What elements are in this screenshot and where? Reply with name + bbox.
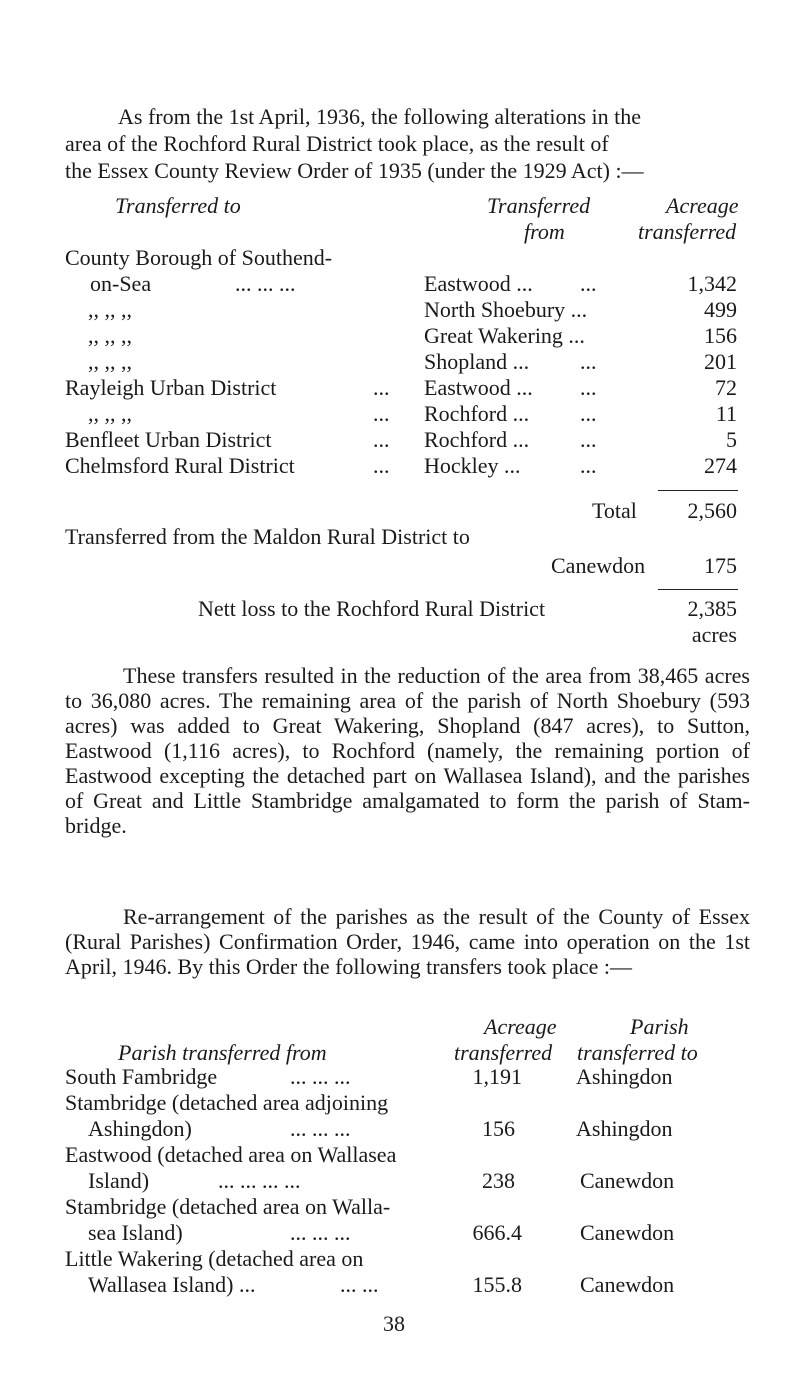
table1-row-to: Rayleigh Urban District bbox=[65, 375, 277, 400]
table1-header-acreage-1: Acreage bbox=[666, 193, 739, 218]
table2-row-from: Eastwood (detached area on Wallasea bbox=[65, 1142, 397, 1167]
paragraph-1-text: These transfers resulted in the reduction of the area from 38,465 acres to 36,080 acres. The remaining area of the parish of North Shoebury (593 acres) was added to Great Wakering, Shopland (847 acres), to Sutton, Eastwood (1,116 acres), to Rochford (namely, the remaining portion of Eastwood excepting the detached part on Wallasea Island), and the parishes of Great and Little Stambridge amalgamated to form the parish of Stam- bridge. bbox=[65, 663, 750, 838]
table2-row-from-cont: sea Island) bbox=[88, 1220, 183, 1245]
maldon-line: Transferred from the Maldon Rural District to bbox=[65, 524, 470, 549]
nett-rule bbox=[658, 589, 738, 590]
table1-row-from: Great Wakering ... bbox=[424, 323, 585, 348]
table1-row-to: ,, ,, ,, bbox=[88, 323, 132, 348]
table1-row-dots: ... bbox=[373, 427, 390, 452]
table1-row-from: North Shoebury ... bbox=[424, 297, 588, 322]
table1-row-to: Benfleet Urban District bbox=[65, 427, 272, 452]
table1-header-to: Transferred to bbox=[115, 193, 241, 218]
table1-row-dots: ... bbox=[373, 375, 390, 400]
table1-row-to: on-Sea bbox=[90, 271, 152, 296]
table1-row-to-line1: County Borough of Southend- bbox=[65, 245, 333, 270]
table1-row-dots2: ... bbox=[580, 375, 597, 400]
table2-row-to: Canewdon bbox=[580, 1272, 675, 1297]
table2-row-dots: ... ... bbox=[340, 1272, 379, 1297]
total-rule bbox=[658, 490, 738, 491]
table1-row-to: ,, ,, ,, bbox=[88, 349, 132, 374]
table2-header-acreage-1: Acreage bbox=[484, 1014, 557, 1039]
table1-row-dots: ... bbox=[373, 401, 390, 426]
table2-row-dots: ... ... ... bbox=[290, 1220, 351, 1245]
table1-row-acreage: 499 bbox=[704, 297, 737, 322]
table1-row-dots2: ... bbox=[580, 427, 597, 452]
table2-row-from: South Fambridge bbox=[65, 1064, 218, 1089]
table2-row-acreage: 238 bbox=[482, 1168, 515, 1193]
table2-row-from-cont: Ashingdon) bbox=[88, 1116, 192, 1141]
table2-row-dots: ... ... ... bbox=[290, 1064, 351, 1089]
table2-row-to: Ashingdon bbox=[576, 1116, 673, 1141]
table1-row-dots2: ... bbox=[580, 349, 597, 374]
table1-row-to: ,, ,, ,, bbox=[88, 297, 132, 322]
table2-row-from: Little Wakering (detached area on bbox=[65, 1246, 364, 1271]
table2-row-to: Canewdon bbox=[580, 1168, 675, 1193]
table1-row-acreage: 72 bbox=[715, 375, 737, 400]
table2-header-to-1: Parish bbox=[630, 1014, 689, 1039]
table2-row-acreage: 1,191 bbox=[472, 1064, 522, 1089]
intro-line-1: As from the 1st April, 1936, the following alterations in the bbox=[118, 104, 642, 129]
table1-row-acreage: 274 bbox=[704, 453, 737, 478]
table1-row-from: Shopland ... bbox=[424, 349, 530, 374]
table2-header-acreage-2: transferred bbox=[454, 1040, 553, 1065]
table1-row-acreage: 201 bbox=[704, 349, 737, 374]
table1-row-dots: ... bbox=[373, 453, 390, 478]
paragraph-2 bbox=[65, 904, 750, 979]
table2-row-from-cont: Wallasea Island) ... bbox=[88, 1272, 256, 1297]
table1-row-to: ,, ,, ,, bbox=[88, 401, 132, 426]
table2-row-to: Canewdon bbox=[580, 1220, 675, 1245]
table2-row-acreage: 156 bbox=[482, 1116, 515, 1141]
table1-row-from: Rochford ... bbox=[424, 427, 530, 452]
table1-header-from-2: from bbox=[524, 219, 565, 244]
table1-row-to: Chelmsford Rural District bbox=[65, 453, 295, 478]
paragraph-2-text: Re-arrangement of the parishes as the result of the County of Essex (Rural Parishes) Confirmation Order, 1946, came into operation on the 1st April, 1946. By this Order the following transfers took place :— bbox=[65, 904, 750, 979]
table1-header-from-1: Transferred bbox=[487, 193, 591, 218]
table2-row-from: Stambridge (detached area adjoining bbox=[65, 1090, 389, 1115]
table1-row-from: Eastwood ... bbox=[424, 271, 533, 296]
table2-row-acreage: 666.4 bbox=[472, 1220, 522, 1245]
total-label: Total bbox=[592, 498, 637, 523]
table2-row-dots: ... ... ... ... bbox=[218, 1168, 301, 1193]
table1-row-acreage: 1,342 bbox=[687, 271, 737, 296]
maldon-place: Canewdon bbox=[551, 553, 646, 578]
nett-value: 2,385 bbox=[687, 596, 737, 621]
table1-row-from: Eastwood ... bbox=[424, 375, 533, 400]
table1-row-dots: ... ... ... bbox=[235, 271, 296, 296]
table2-row-from-cont: Island) bbox=[88, 1168, 150, 1193]
table1-row-dots2: ... bbox=[580, 453, 597, 478]
table2-row-acreage: 155.8 bbox=[472, 1272, 522, 1297]
table2-header-from: Parish transferred from bbox=[118, 1040, 327, 1065]
table1-header-acreage-2: transferred bbox=[638, 219, 737, 244]
table1-row-from: Rochford ... bbox=[424, 401, 530, 426]
table1-row-acreage: 5 bbox=[726, 427, 737, 452]
nett-label: Nett loss to the Rochford Rural District bbox=[198, 596, 546, 621]
page-number: 38 bbox=[383, 1311, 405, 1336]
table2-row-to: Ashingdon bbox=[576, 1064, 673, 1089]
table2-header-to-2: transferred to bbox=[577, 1040, 698, 1065]
table1-row-dots2: ... bbox=[580, 271, 597, 296]
nett-unit: acres bbox=[691, 622, 737, 647]
paragraph-1 bbox=[65, 663, 750, 838]
table2-row-dots: ... ... ... bbox=[290, 1116, 351, 1141]
total-value: 2,560 bbox=[687, 498, 737, 523]
table1-row-acreage: 156 bbox=[704, 323, 737, 348]
maldon-value: 175 bbox=[704, 553, 737, 578]
intro-line-2: area of the Rochford Rural District took place, as the result of bbox=[65, 131, 609, 156]
intro-line-3: the Essex County Review Order of 1935 (under the 1929 Act) :— bbox=[65, 158, 644, 183]
table1-row-from: Hockley ... bbox=[424, 453, 521, 478]
table1-row-acreage: 11 bbox=[715, 401, 737, 426]
table1-row-dots2: ... bbox=[580, 401, 597, 426]
table2-row-from: Stambridge (detached area on Walla- bbox=[65, 1194, 391, 1219]
